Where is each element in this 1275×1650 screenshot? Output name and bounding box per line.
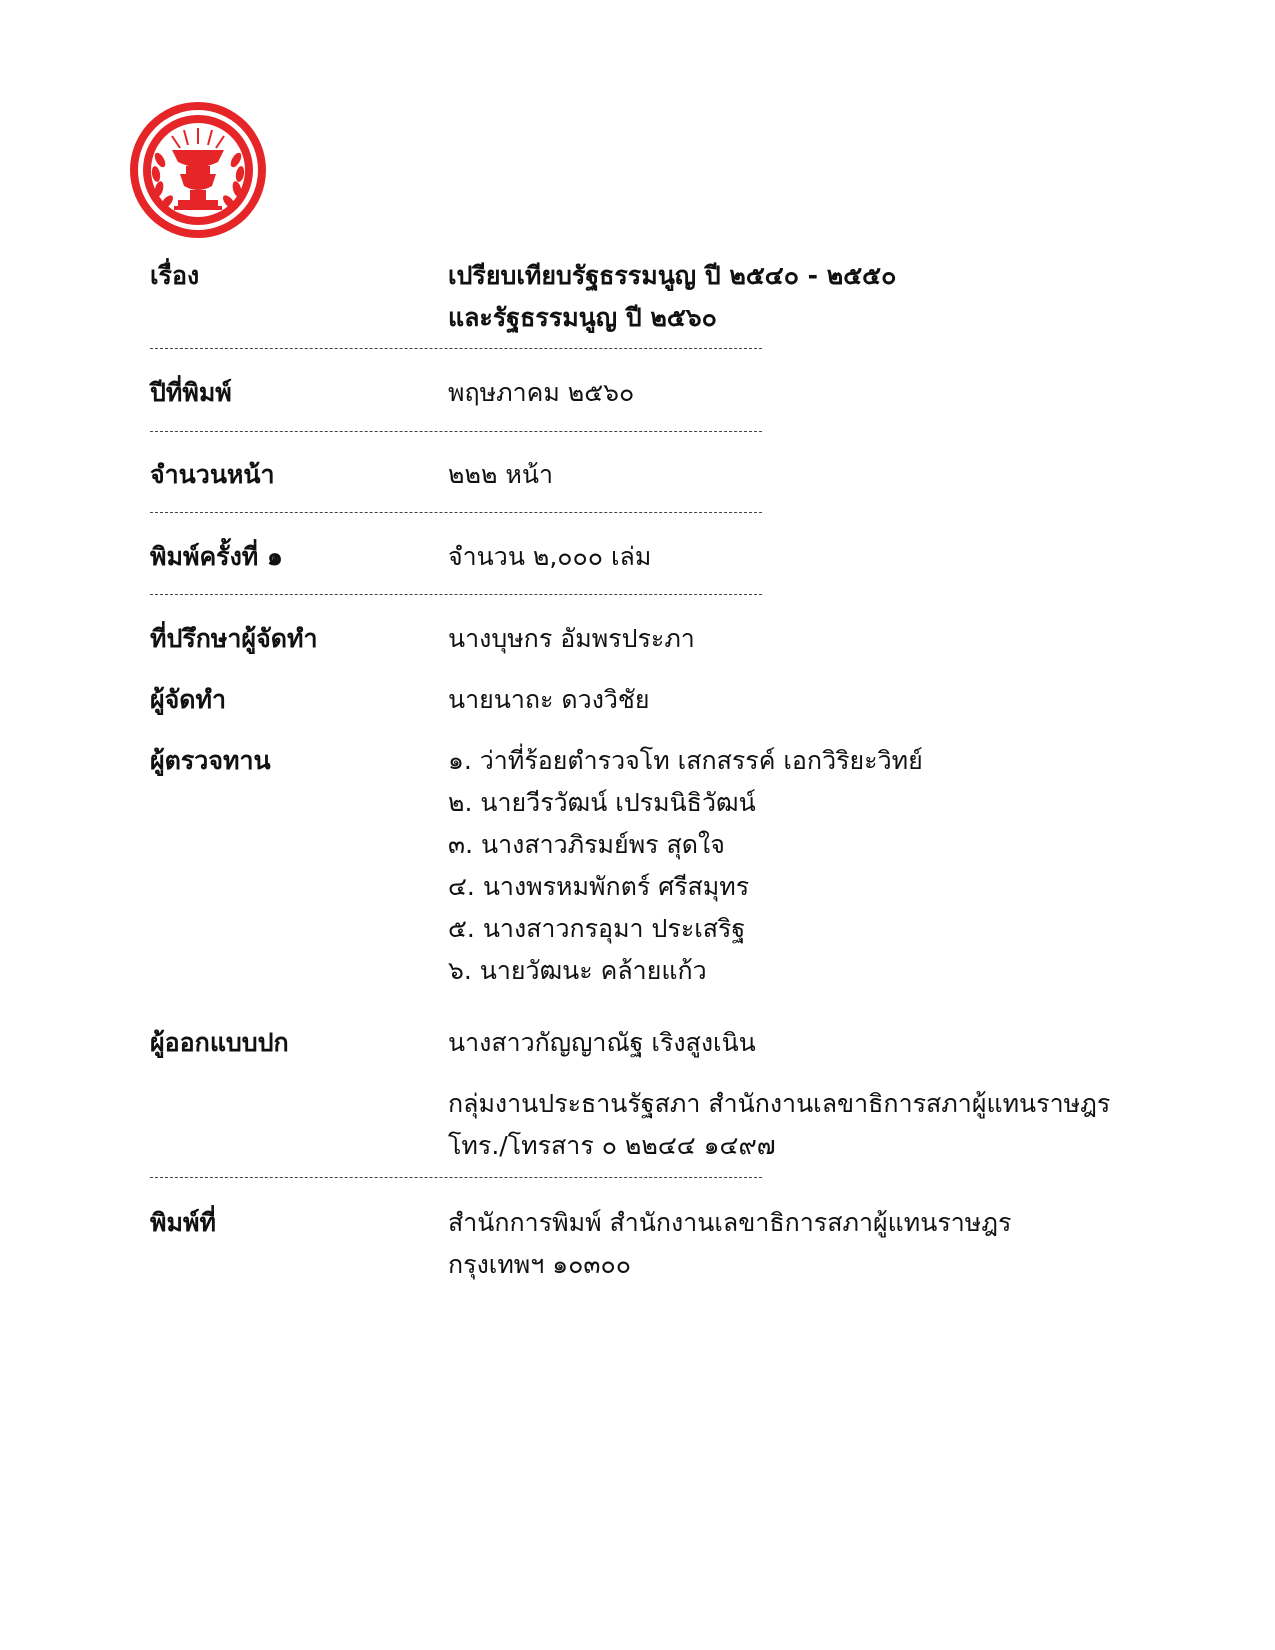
- page-count-value: ๒๒๒ หน้า: [448, 460, 553, 489]
- print-year-label: ปีที่พิมพ์: [150, 378, 232, 407]
- subject-line: เปรียบเทียบรัฐธรรมนูญ ปี ๒๕๔๐ - ๒๕๕๐: [448, 261, 897, 290]
- reviewer-item: ๕. นางสาวกรอุมา ประเสริฐ: [448, 914, 746, 943]
- printed-at-line: สำนักการพิมพ์ สำนักงานเลขาธิการสภาผู้แทนราษฎร: [448, 1208, 1012, 1237]
- page-count-label: จำนวนหน้า: [150, 460, 275, 489]
- subject-label: เรื่อง: [150, 261, 200, 290]
- cover-designer-label: ผู้ออกแบบปก: [150, 1028, 289, 1057]
- producer-value: นายนาถะ ดวงวิชัย: [448, 685, 650, 714]
- department-phone: โทร./โทรสาร ๐ ๒๒๔๔ ๑๔๙๗: [448, 1131, 776, 1160]
- printed-at-label: พิมพ์ที่: [150, 1208, 216, 1237]
- department-value: [448, 1083, 1110, 1167]
- advisor-value: นางบุษกร อัมพรประภา: [448, 624, 695, 653]
- reviewers-label: ผู้ตรวจทาน: [150, 746, 271, 775]
- first-printing-value: จำนวน ๒,๐๐๐ เล่ม: [448, 542, 652, 571]
- printed-at-value: [448, 1202, 1012, 1286]
- reviewer-item: ๒. นายวีรวัฒน์ เปรมนิธิวัฒน์: [448, 788, 756, 817]
- advisor-label: ที่ปรึกษาผู้จัดทำ: [150, 624, 318, 653]
- printed-at-line: กรุงเทพฯ ๑๐๓๐๐: [448, 1250, 631, 1279]
- divider: [150, 1177, 762, 1178]
- reviewer-item: ๓. นางสาวภิรมย์พร สุดใจ: [448, 830, 725, 859]
- first-printing-label: พิมพ์ครั้งที่ ๑: [150, 542, 283, 571]
- reviewer-item: ๑. ว่าที่ร้อยตำรวจโท เสกสรรค์ เอกวิริยะวิทย์: [448, 746, 923, 775]
- producer-label: ผู้จัดทำ: [150, 685, 227, 714]
- divider: [150, 594, 762, 595]
- divider: [150, 431, 762, 432]
- reviewer-item: ๖. นายวัฒนะ คล้ายแก้ว: [448, 956, 707, 985]
- cover-designer-value: นางสาวกัญญาณัฐ เริงสูงเนิน: [448, 1028, 756, 1057]
- subject-value: [448, 255, 896, 339]
- reviewers-list: [448, 740, 923, 992]
- subject-line: และรัฐธรรมนูญ ปี ๒๕๖๐: [448, 303, 717, 332]
- print-year-value: พฤษภาคม ๒๕๖๐: [448, 378, 635, 407]
- parliament-seal-icon: [128, 100, 268, 240]
- divider: [150, 512, 762, 513]
- reviewer-item: ๔. นางพรหมพักตร์ ศรีสมุทร: [448, 872, 750, 901]
- department-line: กลุ่มงานประธานรัฐสภา สำนักงานเลขาธิการสภาผู้แทนราษฎร: [448, 1089, 1111, 1118]
- divider: [150, 348, 762, 349]
